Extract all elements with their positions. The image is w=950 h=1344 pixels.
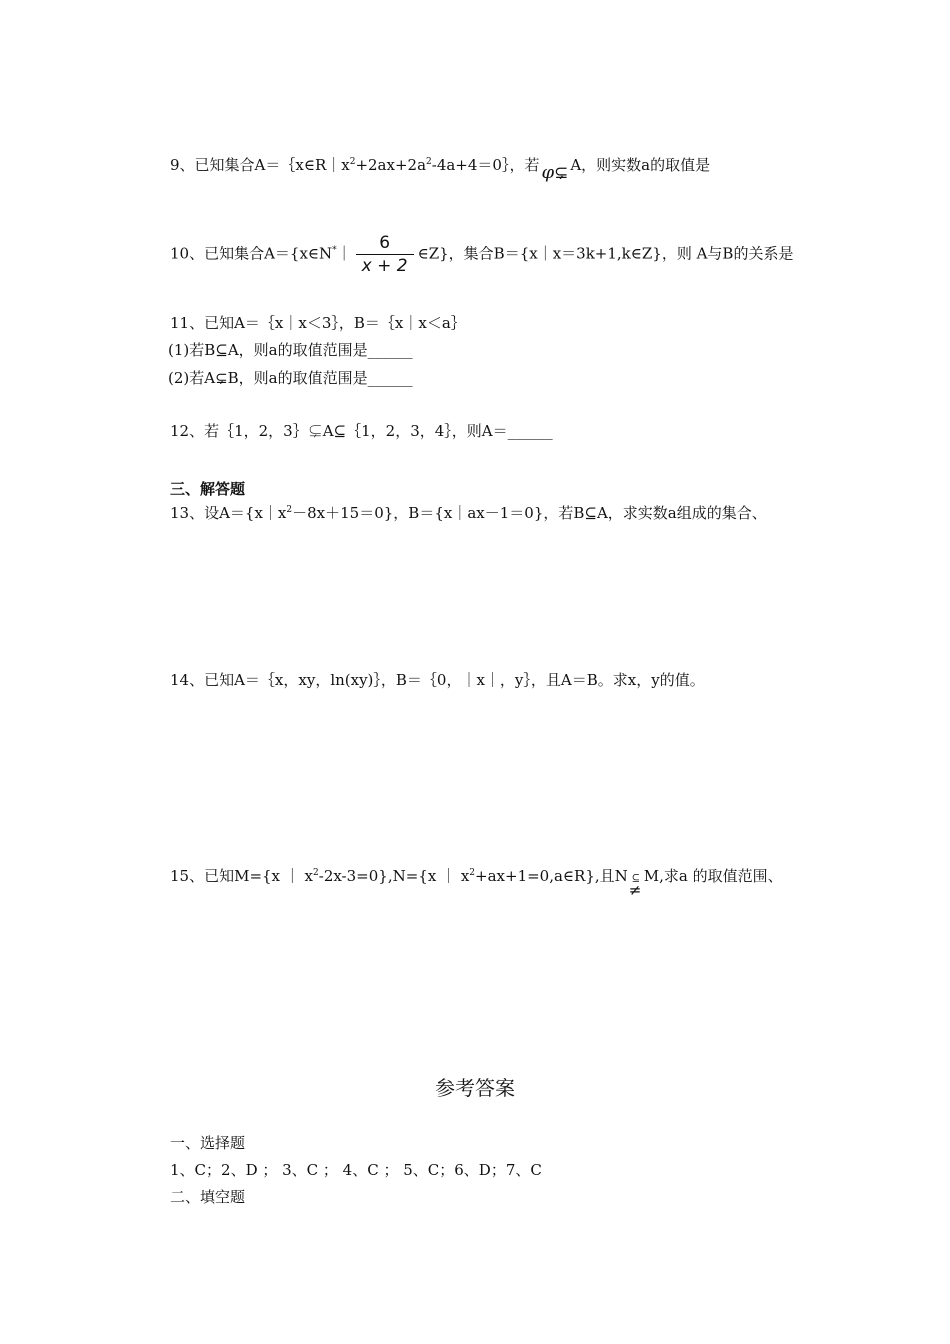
question-11-stem: 11、已知A＝｛x｜x＜3｝，B＝｛x｜x＜a｝ xyxy=(170,314,466,332)
question-11-part-2: (2)若A⊊B，则a的取值范围是______ xyxy=(168,369,413,387)
subset-not-equal-symbol: ⊆ ≠ xyxy=(628,873,642,899)
answers-section-2: 二、填空题 xyxy=(170,1188,246,1206)
answers-title: 参考答案 xyxy=(435,1076,515,1100)
proper-subset-symbol: ⊊ xyxy=(554,163,569,183)
empty-set-symbol: φ xyxy=(541,162,555,183)
fraction: $\frac{6}{x + 2}$ xyxy=(356,232,414,277)
question-9: 9、已知集合$A=\{x\in R|x^2+2ax+2a^2-4a+4=0\}$，若 φ⊊ A，则实数a的取值是 xyxy=(170,156,711,183)
answers-section-1: 一、选择题 xyxy=(170,1134,246,1152)
section-3-title: 三、解答题 xyxy=(170,480,246,498)
answers-choices: 1、C；2、D ； 3、C ； 4、C ； 5、C；6、D；7、C xyxy=(170,1161,542,1179)
question-10: 10、已知集合A＝{x∈N*｜ $\frac{6}{x + 2}$ ∈Z}，集合B＝{x｜x＝3k+1,k∈Z}，则 A与B的关系是 xyxy=(170,233,794,276)
question-12: 12、若｛1，2，3｝⊊A⊆｛1，2，3，4｝，则A＝______ xyxy=(170,422,553,440)
question-15: 15、已知M={x ｜ $x^2-2x-3=0\},N=\{x$ ｜ $x^2+ax+1=0,a\in R$},且N ⊆ ≠ M,求a 的取值范围、 xyxy=(170,867,783,899)
question-11-part-1: (1)若B⊆A，则a的取值范围是______ xyxy=(168,341,413,359)
question-13: 13、设$A=\{x|x^2-8x+15=0\}$，B＝{x｜ax－1＝0}，若B⊆A，求实数a组成的集合、 xyxy=(170,504,767,522)
question-14: 14、已知A＝｛x，xy，ln(xy)｝，B＝｛0，｜x｜，y｝，且A＝B。求x，y的值。 xyxy=(170,671,705,689)
